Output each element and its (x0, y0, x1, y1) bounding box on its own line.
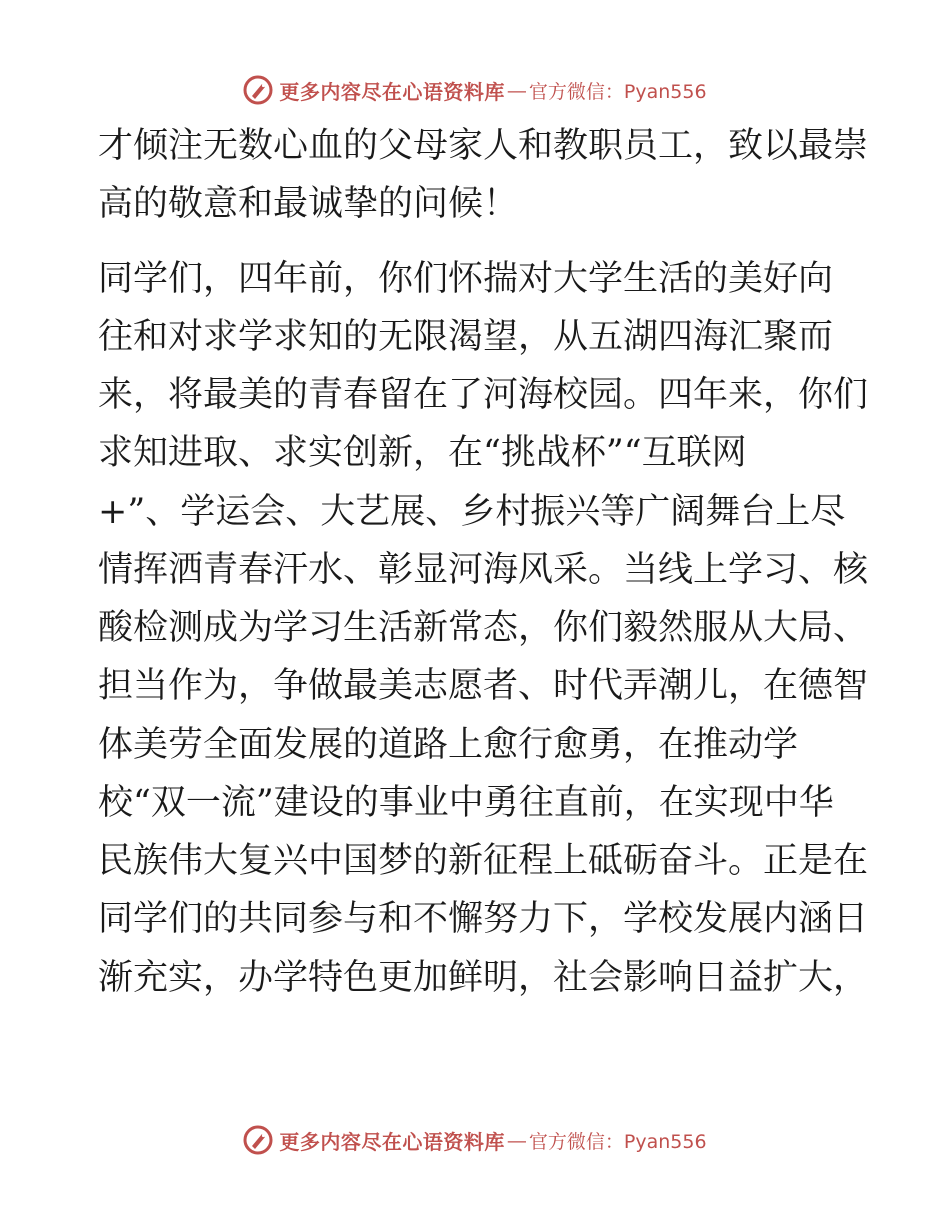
text-line: 求知进取、求实创新，在“挑战杯”“互联网 (98, 433, 747, 473)
header-banner-separator: — (506, 78, 527, 102)
text-line: 民族伟大复兴中国梦的新征程上砥砺奋斗。正是在 (98, 841, 869, 881)
header-banner (0, 70, 950, 110)
text-line: 担当作为，争做最美志愿者、时代弄潮儿，在德智 (98, 666, 869, 706)
footer-banner-text: 更多内容尽在心语资料库 (279, 1129, 505, 1154)
text-line: +”、学运会、大艺展、乡村振兴等广阔舞台上尽 (98, 492, 846, 532)
pen-nib-seal-icon (243, 75, 273, 105)
text-line: 来，将最美的青春留在了河海校园。四年来，你们 (98, 375, 869, 415)
text-line: 情挥洒青春汗水、彰显河海风采。当线上学习、核 (98, 550, 869, 590)
text-line: 往和对求学求知的无限渴望，从五湖四海汇聚而 (98, 317, 834, 357)
text-line: 才倾注无数心血的父母家人和教职员工，致以最崇 (98, 126, 869, 166)
text-line: 同学们，四年前，你们怀揣对大学生活的美好向 (98, 259, 834, 299)
footer-banner (0, 1120, 950, 1160)
header-wechat-id: 官方微信：Pyan556 (528, 80, 707, 103)
text-line: 同学们的共同参与和不懈努力下，学校发展内涵日 (98, 899, 869, 939)
text-line: 体美劳全面发展的道路上愈行愈勇，在推动学 (98, 725, 799, 765)
pen-nib-seal-icon (243, 1125, 273, 1155)
text-line: 校“双一流”建设的事业中勇往直前，在实现中华 (98, 783, 834, 823)
text-line: 高的敬意和最诚挚的问候！ (98, 184, 519, 224)
text-line: 酸检测成为学习生活新常态，你们毅然服从大局、 (98, 608, 869, 648)
footer-wechat-id: 官方微信：Pyan556 (528, 1130, 707, 1153)
header-banner-text: 更多内容尽在心语资料库 (279, 79, 505, 104)
footer-banner-separator: — (506, 1128, 527, 1152)
text-line: 渐充实，办学特色更加鲜明，社会影响日益扩大， (98, 958, 869, 998)
